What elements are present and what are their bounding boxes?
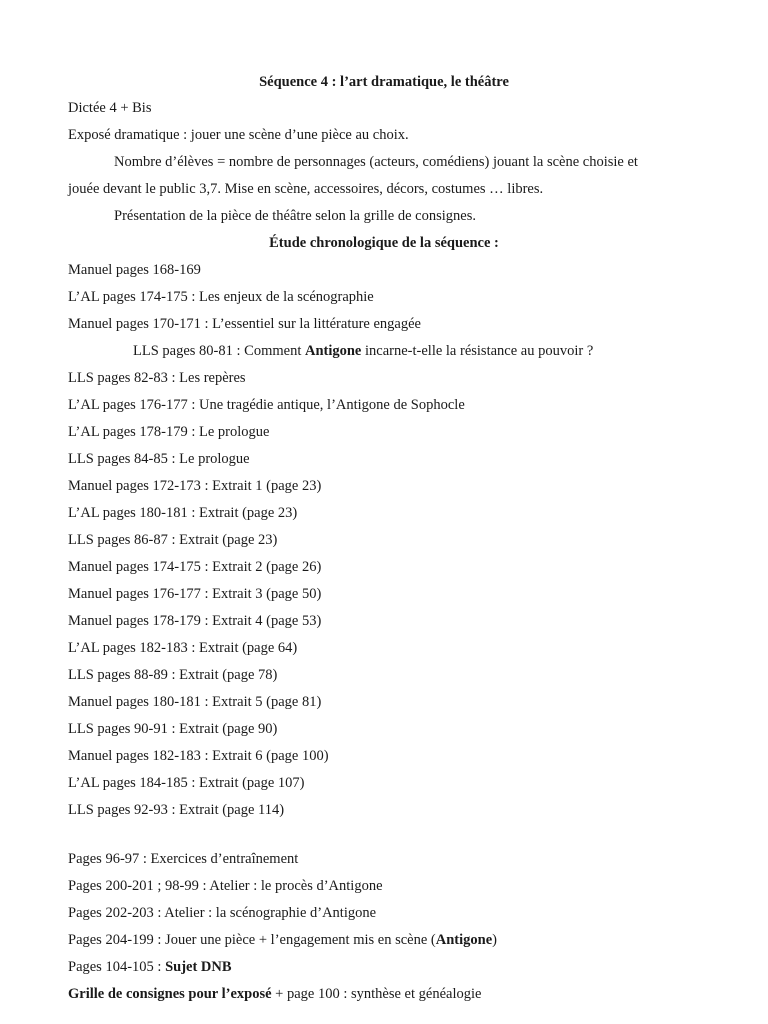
page-title: Séquence 4 : l’art dramatique, le théâtre	[259, 74, 509, 90]
etude-item: Manuel pages 174-175 : Extrait 2 (page 26)	[68, 559, 322, 575]
pages-item: Pages 96-97 : Exercices d’entraînement	[68, 851, 299, 867]
grille-suffix: + page 100 : synthèse et généalogie	[271, 986, 482, 1002]
etude-heading: Étude chronologique de la séquence :	[269, 235, 499, 251]
expose-details-line-2: jouée devant le public 3,7. Mise en scène, accessoires, décors, costumes … libres.	[68, 181, 544, 197]
sujet-line	[68, 958, 232, 976]
jouer-prefix: Pages 204-199 : Jouer une pièce + l’engagement mis en scène (	[68, 932, 436, 948]
etude-item: LLS pages 86-87 : Extrait (page 23)	[68, 532, 278, 548]
etude-item: LLS pages 88-89 : Extrait (page 78)	[68, 667, 278, 683]
etude-item: Manuel pages 170-171 : L’essentiel sur la littérature engagée	[68, 316, 421, 332]
expose-details-line-1: Nombre d’élèves = nombre de personnages (acteurs, comédiens) jouant la scène choisie et	[114, 154, 638, 170]
dictee-line: Dictée 4 + Bis	[68, 100, 152, 116]
etude-item: LLS pages 92-93 : Extrait (page 114)	[68, 802, 285, 818]
pages-item: Pages 200-201 ; 98-99 : Atelier : le procès d’Antigone	[68, 878, 383, 894]
etude-item: L’AL pages 182-183 : Extrait (page 64)	[68, 640, 298, 656]
etude-item: L’AL pages 176-177 : Une tragédie antique, l’Antigone de Sophocle	[68, 397, 465, 413]
sujet-prefix: Pages 104-105 :	[68, 959, 166, 975]
grille-line	[68, 985, 481, 1003]
etude-item: L’AL pages 184-185 : Extrait (page 107)	[68, 775, 305, 791]
lls-antigone-line	[133, 342, 593, 360]
lls-antigone-suffix: incarne-t-elle la résistance au pouvoir ?	[361, 343, 594, 359]
antigone-bold: Antigone	[435, 932, 493, 948]
jouer-line	[68, 931, 497, 949]
etude-item: LLS pages 82-83 : Les repères	[68, 370, 246, 386]
etude-item: Manuel pages 178-179 : Extrait 4 (page 53)	[68, 613, 322, 629]
expose-line: Exposé dramatique : jouer une scène d’une pièce au choix.	[68, 127, 409, 143]
etude-item: Manuel pages 176-177 : Extrait 3 (page 50)	[68, 586, 322, 602]
etude-item: Manuel pages 172-173 : Extrait 1 (page 23)	[68, 478, 322, 494]
sujet-dnb-bold: Sujet DNB	[165, 959, 232, 975]
jouer-suffix: )	[492, 932, 497, 948]
antigone-bold: Antigone	[304, 343, 362, 359]
etude-item: Manuel pages 168-169	[68, 262, 201, 278]
grille-bold: Grille de consignes pour l’exposé	[68, 986, 272, 1002]
etude-item: L’AL pages 174-175 : Les enjeux de la scénographie	[68, 289, 374, 305]
etude-item: LLS pages 90-91 : Extrait (page 90)	[68, 721, 278, 737]
etude-item: Manuel pages 180-181 : Extrait 5 (page 81)	[68, 694, 322, 710]
etude-item: L’AL pages 178-179 : Le prologue	[68, 424, 270, 440]
etude-item: LLS pages 84-85 : Le prologue	[68, 451, 250, 467]
presentation-line: Présentation de la pièce de théâtre selon la grille de consignes.	[114, 208, 476, 224]
pages-item: Pages 202-203 : Atelier : la scénographie d’Antigone	[68, 905, 377, 921]
lls-antigone-prefix: LLS pages 80-81 : Comment	[133, 343, 305, 359]
etude-item: Manuel pages 182-183 : Extrait 6 (page 100)	[68, 748, 329, 764]
etude-item: L’AL pages 180-181 : Extrait (page 23)	[68, 505, 298, 521]
